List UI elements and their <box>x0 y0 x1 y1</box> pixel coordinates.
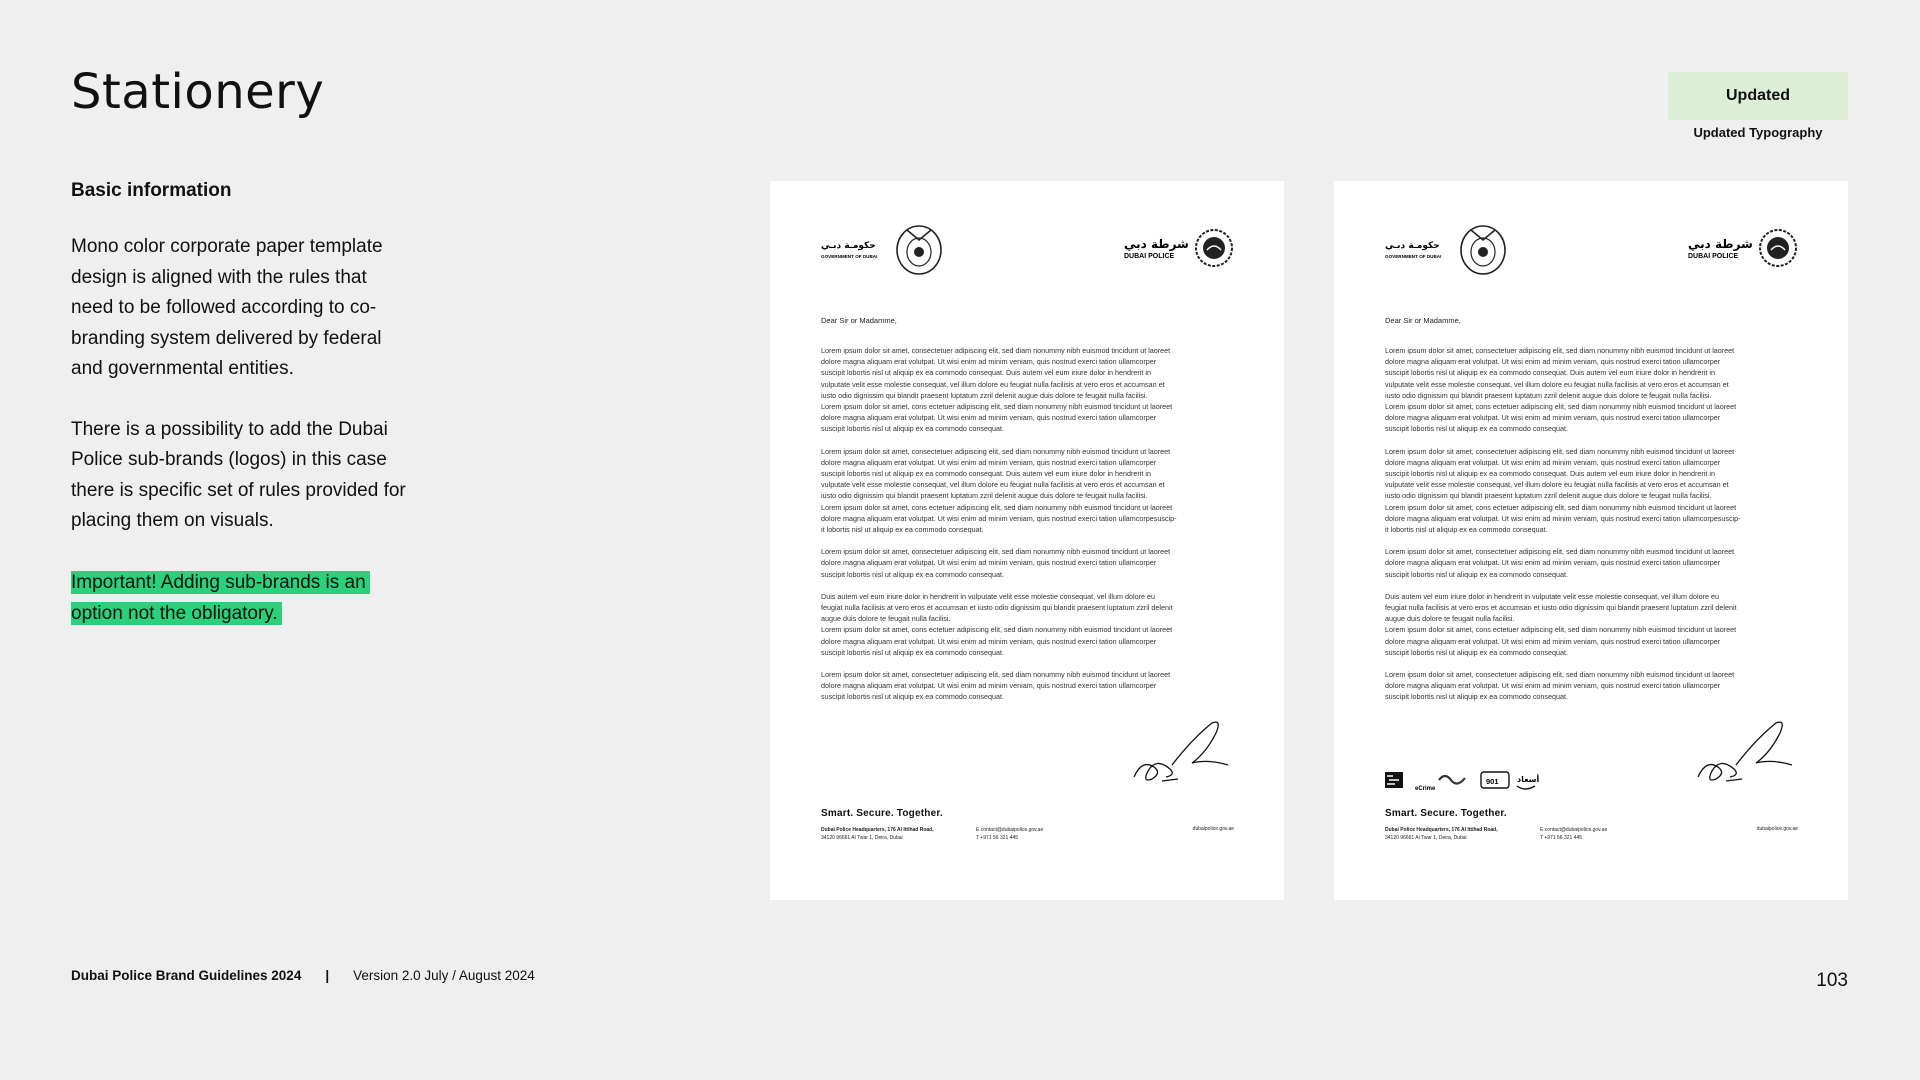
contact-email: E contact@dubaipolice.gov.ae <box>1540 827 1608 833</box>
letter-body <box>821 345 1233 714</box>
footer-separator: | <box>325 968 330 983</box>
signature <box>1696 719 1798 785</box>
letter-paragraph: Lorem ipsum dolor sit amet, consectetuer adipiscing elit, sed diam nonummy nibh euismod tincidunt ut laoreet dolore magna aliquam erat volutpat. Ut wisi enim ad minim veniam, quis nostrud exerci tation ullamcorper suscipit lobortis nisl ut aliquip ex ea commodo consequat. Duis autem vel eum iriure dolor in hendrerit in vulputate velit esse molestie consequat, vel illum dolore eu feugiat nulla facilisis at vero eros et accumsan et iusto odio dignissim qui blandit praesent luptatum zzril delenit augue duis dolore te feugait nulla facilisi. Lorem ipsum dolor sit amet, cons ectetuer adipiscing elit, sed diam nonummy nibh euismod tincidunt ut laoreet dolore magna aliquam erat volutpat. Ut wisi enim ad minim veniam, quis nostrud exerci tation ullamcorpesuscip- it lobortis nisl ut aliquip ex ea commodo consequat. <box>821 446 1177 535</box>
page-number: 103 <box>1816 970 1848 991</box>
contact-email: E contact@dubaipolice.gov.ae <box>976 827 1044 833</box>
letter-body <box>1385 345 1797 714</box>
letter-paragraph: Lorem ipsum dolor sit amet, consectetuer adipiscing elit, sed diam nonummy nibh euismod tincidunt ut laoreet dolore magna aliquam erat volutpat. Ut wisi enim ad minim veniam, quis nostrud exerci tation ullamcorper suscipit lobortis nisl ut aliquip ex ea commodo consequat. Duis autem vel eum iriure dolor in hendrerit in vulputate velit esse molestie consequat, vel illum dolore eu feugiat nulla facilisis at vero eros et accumsan et iusto odio dignissim qui blandit praesent luptatum zzril delenit augue duis dolore te feugait nulla facilisi. Lorem ipsum dolor sit amet, cons ectetuer adipiscing elit, sed diam nonummy nibh euismod tincidunt ut laoreet dolore magna aliquam erat volutpat. Ut wisi enim ad minim veniam, quis nostrud exerci tation ullamcorpesuscip- it lobortis nisl ut aliquip ex ea commodo consequat. <box>1385 446 1741 535</box>
address <box>821 826 934 842</box>
page-title: Stationery <box>71 64 325 120</box>
website: dubaipolice.gov.ae <box>1192 826 1234 832</box>
letterhead-sample-with-subbrands <box>1334 181 1848 900</box>
salutation: Dear Sir or Madamme, <box>1385 316 1461 325</box>
letter-paragraph: Lorem ipsum dolor sit amet, consectetuer adipiscing elit, sed diam nonummy nibh euismod tincidunt ut laoreet dolore magna aliquam erat volutpat. Ut wisi enim ad minim veniam, quis nostrud exerci tation ullamcorper suscipit lobortis nisl ut aliquip ex ea commodo consequat. <box>821 670 1171 702</box>
footer-version: Version 2.0 July / August 2024 <box>353 968 535 983</box>
contact-phone: T +971 56 321 445 <box>976 835 1019 841</box>
government-of-dubai-logo <box>821 224 945 276</box>
important-note <box>71 567 411 629</box>
svg-text:eCrime: eCrime <box>1415 786 1436 792</box>
info-paragraph-1: Mono color corporate paper template design is aligned with the rules that need to be followed according to co-branding system delivered by federal and governmental entities. <box>71 236 383 379</box>
update-note: Updated Typography <box>1693 125 1823 140</box>
salutation: Dear Sir or Madamme, <box>821 316 897 325</box>
svg-text:شرطة دبي: شرطة دبي <box>1688 237 1753 251</box>
updated-badge: Updated <box>1668 72 1848 120</box>
footer <box>71 968 535 983</box>
dubai-police-logo <box>1124 228 1234 268</box>
address-line-2: 34120 96661 Al Twar 1, Deira, Dubai <box>821 835 903 841</box>
contact-info <box>976 826 1043 842</box>
government-of-dubai-logo <box>1385 224 1509 276</box>
info-paragraph-2: There is a possibility to add the Dubai Police sub-brands (logos) in this case there is specific set of rules provided for placing them on visuals. <box>71 418 406 531</box>
address <box>1385 826 1498 842</box>
svg-text:أسعاد: أسعاد <box>1517 775 1540 784</box>
address-line-1: Dubai Police Headquarters, 176 Al Ittihad Road, <box>821 827 934 833</box>
svg-text:901: 901 <box>1486 777 1499 786</box>
section-heading: Basic information <box>71 180 232 201</box>
letter-paragraph: Lorem ipsum dolor sit amet, consectetuer adipiscing elit, sed diam nonummy nibh euismod tincidunt ut laoreet dolore magna aliquam erat volutpat. Ut wisi enim ad minim veniam, quis nostrud exerci tation ullamcorper suscipit lobortis nisl ut aliquip ex ea commodo consequat. Duis autem vel eum iriure dolor in hendrerit in vulputate velit esse molestie consequat, vel illum dolore eu feugiat nulla facilisis at vero eros et accumsan et iusto odio dignissim qui blandit praesent luptatum zzril delenit augue duis dolore te feugait nulla facilisi. Lorem ipsum dolor sit amet, cons ectetuer adipiscing elit, sed diam nonummy nibh euismod tincidunt ut laoreet dolore magna aliquam erat volutpat. Ut wisi enim ad minim veniam, quis nostrud exerci tation ullamcorper suscipit lobortis nisl ut aliquip ex ea commodo consequat. <box>1385 346 1737 434</box>
tagline: Smart. Secure. Together. <box>1385 808 1507 819</box>
svg-text:حكومـة دبـي: حكومـة دبـي <box>821 241 876 251</box>
letter-paragraph: Lorem ipsum dolor sit amet, consectetuer adipiscing elit, sed diam nonummy nibh euismod tincidunt ut laoreet dolore magna aliquam erat volutpat. Ut wisi enim ad minim veniam, quis nostrud exerci tation ullamcorper suscipit lobortis nisl ut aliquip ex ea commodo consequat. <box>1385 547 1735 579</box>
tagline: Smart. Secure. Together. <box>821 808 943 819</box>
website: dubaipolice.gov.ae <box>1756 826 1798 832</box>
svg-text:شرطة دبي: شرطة دبي <box>1124 237 1189 251</box>
svg-text:GOVERNMENT OF DUBAI: GOVERNMENT OF DUBAI <box>1385 254 1442 259</box>
letter-paragraph: Duis autem vel eum iriure dolor in hendrerit in vulputate velit esse molestie consequat, vel illum dolore eu feugiat nulla facilisis at vero eros et accumsan et iusto odio dignissim qui blandit praesent luptatum zzril delenit augue duis dolore te feugait nulla facilisi. Lorem ipsum dolor sit amet, cons ectetuer adipiscing elit, sed diam nonummy nibh euismod tincidunt ut laoreet dolore magna aliquam erat volutpat. Ut wisi enim ad minim veniam, quis nostrud exerci tation ullamcorper suscipit lobortis nisl ut aliquip ex ea commodo consequat. <box>821 591 1173 657</box>
info-column <box>71 180 411 629</box>
letter-paragraph: Lorem ipsum dolor sit amet, consectetuer adipiscing elit, sed diam nonummy nibh euismod tincidunt ut laoreet dolore magna aliquam erat volutpat. Ut wisi enim ad minim veniam, quis nostrud exerci tation ullamcorper suscipit lobortis nisl ut aliquip ex ea commodo consequat. <box>1385 670 1735 702</box>
svg-text:DUBAI POLICE: DUBAI POLICE <box>1688 253 1739 260</box>
letter-paragraph: Lorem ipsum dolor sit amet, consectetuer adipiscing elit, sed diam nonummy nibh euismod tincidunt ut laoreet dolore magna aliquam erat volutpat. Ut wisi enim ad minim veniam, quis nostrud exerci tation ullamcorper suscipit lobortis nisl ut aliquip ex ea commodo consequat. <box>821 547 1171 579</box>
contact-info <box>1540 826 1607 842</box>
address-line-2: 34120 96661 Al Twar 1, Deira, Dubai <box>1385 835 1467 841</box>
svg-text:GOVERNMENT OF DUBAI: GOVERNMENT OF DUBAI <box>821 254 878 259</box>
address-line-1: Dubai Police Headquarters, 176 Al Ittihad Road, <box>1385 827 1498 833</box>
important-note-text: Important! Adding sub-brands is an option not the obligatory. <box>71 571 370 625</box>
svg-text:DUBAI POLICE: DUBAI POLICE <box>1124 253 1175 260</box>
letter-paragraph: Lorem ipsum dolor sit amet, consectetuer adipiscing elit, sed diam nonummy nibh euismod tincidunt ut laoreet dolore magna aliquam erat volutpat. Ut wisi enim ad minim veniam, quis nostrud exerci tation ullamcorper suscipit lobortis nisl ut aliquip ex ea commodo consequat. Duis autem vel eum iriure dolor in hendrerit in vulputate velit esse molestie consequat, vel illum dolore eu feugiat nulla facilisis at vero eros et accumsan et iusto odio dignissim qui blandit praesent luptatum zzril delenit augue duis dolore te feugait nulla facilisi. Lorem ipsum dolor sit amet, cons ectetuer adipiscing elit, sed diam nonummy nibh euismod tincidunt ut laoreet dolore magna aliquam erat volutpat. Ut wisi enim ad minim veniam, quis nostrud exerci tation ullamcorper suscipit lobortis nisl ut aliquip ex ea commodo consequat. <box>821 346 1173 434</box>
svg-text:حكومـة دبـي: حكومـة دبـي <box>1385 241 1440 251</box>
subbrand-logos <box>1385 766 1555 794</box>
footer-brand: Dubai Police Brand Guidelines 2024 <box>71 968 302 983</box>
dubai-police-logo <box>1688 228 1798 268</box>
letterhead-sample-plain <box>770 181 1284 900</box>
signature <box>1132 719 1234 785</box>
letter-paragraph: Duis autem vel eum iriure dolor in hendrerit in vulputate velit esse molestie consequat, vel illum dolore eu feugiat nulla facilisis at vero eros et accumsan et iusto odio dignissim qui blandit praesent luptatum zzril delenit augue duis dolore te feugait nulla facilisi. Lorem ipsum dolor sit amet, cons ectetuer adipiscing elit, sed diam nonummy nibh euismod tincidunt ut laoreet dolore magna aliquam erat volutpat. Ut wisi enim ad minim veniam, quis nostrud exerci tation ullamcorper suscipit lobortis nisl ut aliquip ex ea commodo consequat. <box>1385 591 1737 657</box>
contact-phone: T +971 56 321 445 <box>1540 835 1583 841</box>
